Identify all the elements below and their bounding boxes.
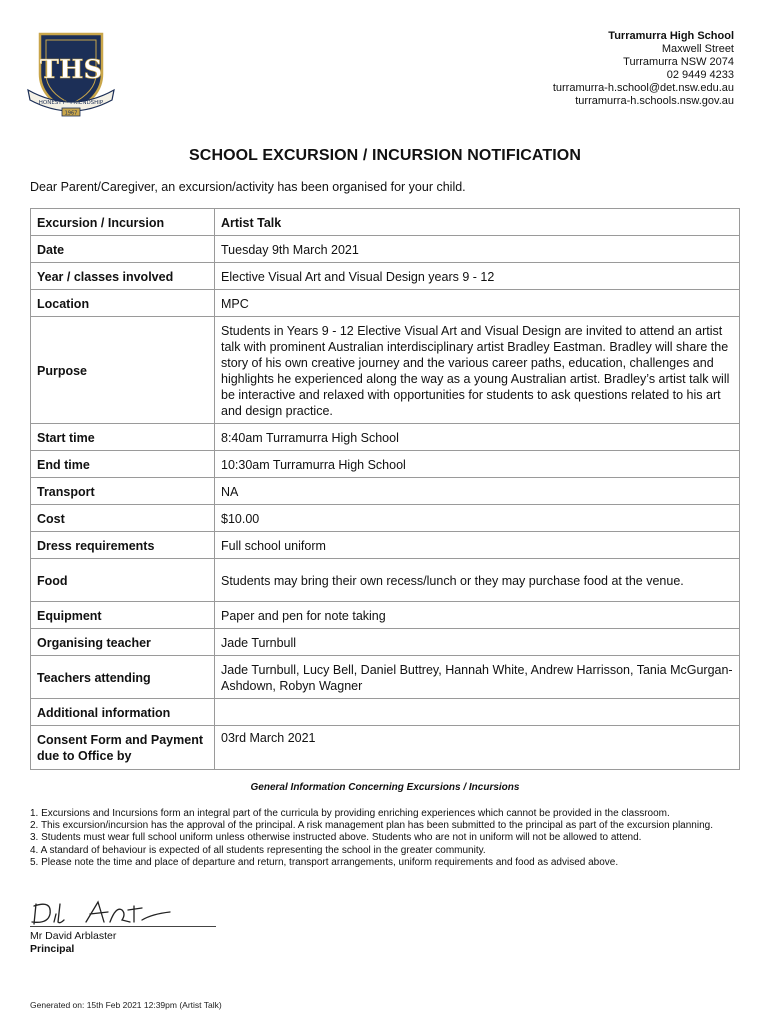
signature-line <box>30 926 216 927</box>
svg-text:1967: 1967 <box>64 110 78 117</box>
food-label: Food <box>31 559 215 602</box>
general-info-item: 1. Excursions and Incursions form an integral part of the curricula by providing enriching experiences which cannot be provided in the classroom. <box>30 808 670 819</box>
row-date <box>31 236 740 263</box>
location-value: MPC <box>215 290 740 317</box>
general-info-heading: General Information Concerning Excursions / Incursions <box>250 782 520 793</box>
purpose-label: Purpose <box>31 317 215 424</box>
additional-label: Additional information <box>31 699 215 726</box>
general-info-list <box>30 808 742 869</box>
year-label: Year / classes involved <box>31 263 215 290</box>
document-title: SCHOOL EXCURSION / INCURSION NOTIFICATION <box>189 147 581 164</box>
year-value: Elective Visual Art and Visual Design years 9 - 12 <box>215 263 740 290</box>
cost-label: Cost <box>31 505 215 532</box>
excursion-details-table <box>30 208 740 770</box>
location-label: Location <box>31 290 215 317</box>
transport-value: NA <box>215 478 740 505</box>
row-organiser <box>31 629 740 656</box>
general-info-item: 5. Please note the time and place of departure and return, transport arrangements, uniform requirements and food as advised above. <box>30 856 619 868</box>
school-name: Turramurra High School <box>608 30 734 42</box>
svg-text:THS: THS <box>39 55 103 85</box>
consent-value: 03rd March 2021 <box>215 726 740 770</box>
row-purpose <box>31 317 740 424</box>
row-cost <box>31 505 740 532</box>
date-value: Tuesday 9th March 2021 <box>215 236 740 263</box>
consent-label: Consent Form and Payment due to Office by <box>31 726 215 770</box>
organiser-label: Organising teacher <box>31 629 215 656</box>
signer-block <box>30 930 116 956</box>
general-info-item: 3. Students must wear full school uniform unless otherwise instructed above. Students who are not in uniform will not be allowed to attend. <box>30 832 642 844</box>
row-year <box>31 263 740 290</box>
teachers-label: Teachers attending <box>31 656 215 699</box>
svg-text:HONESTY · FRIENDSHIP: HONESTY · FRIENDSHIP <box>38 100 104 106</box>
row-teachers <box>31 656 740 699</box>
school-website: turramurra-h.schools.nsw.gov.au <box>575 95 734 107</box>
row-location <box>31 290 740 317</box>
school-email: turramurra-h.school@det.nsw.edu.au <box>552 82 734 94</box>
row-additional <box>31 699 740 726</box>
signer-role: Principal <box>30 943 75 955</box>
excursion-label: Excursion / Incursion <box>31 209 215 236</box>
generated-footer: Generated on: 15th Feb 2021 12:39pm (Artist Talk) <box>30 1000 222 1010</box>
school-suburb: Turramurra NSW 2074 <box>623 56 734 68</box>
purpose-value: Students in Years 9 - 12 Elective Visual Art and Visual Design are invited to attend an artist talk with prominent Australian interdisciplinary artist Bradley Eastman. Bradley will share the story of his own creative journey and the various career paths, education, challenges and highlights he experienced along the way as a young Australian artist. Bradley’s artist talk will be interactive and relaxed with opportunities for students to ask questions related to his art and design practice. <box>215 317 740 424</box>
date-label: Date <box>31 236 215 263</box>
equipment-value: Paper and pen for note taking <box>215 602 740 629</box>
school-crest-logo <box>26 28 116 118</box>
dress-label: Dress requirements <box>31 532 215 559</box>
row-excursion <box>31 209 740 236</box>
row-dress <box>31 532 740 559</box>
end-label: End time <box>31 451 215 478</box>
intro-text: Dear Parent/Caregiver, an excursion/activity has been organised for your child. <box>30 180 466 194</box>
organiser-value: Jade Turnbull <box>215 629 740 656</box>
start-label: Start time <box>31 424 215 451</box>
letterhead <box>553 30 734 108</box>
general-info-item: 4. A standard of behaviour is expected of all students representing the school in the greater community. <box>30 844 486 856</box>
excursion-value: Artist Talk <box>215 209 740 236</box>
school-phone: 02 9449 4233 <box>666 69 734 81</box>
cost-value: $10.00 <box>215 505 740 532</box>
food-value: Students may bring their own recess/lunch or they may purchase food at the venue. <box>215 559 740 602</box>
end-value: 10:30am Turramurra High School <box>215 451 740 478</box>
school-street: Maxwell Street <box>661 43 734 55</box>
row-start <box>31 424 740 451</box>
equipment-label: Equipment <box>31 602 215 629</box>
dress-value: Full school uniform <box>215 532 740 559</box>
signer-name: Mr David Arblaster <box>30 930 117 942</box>
transport-label: Transport <box>31 478 215 505</box>
row-transport <box>31 478 740 505</box>
row-equipment <box>31 602 740 629</box>
row-consent <box>31 726 740 770</box>
principal-signature <box>30 896 180 928</box>
additional-value <box>215 699 740 726</box>
teachers-value: Jade Turnbull, Lucy Bell, Daniel Buttrey, Hannah White, Andrew Harrisson, Tania McGurgan-Ashdown, Robyn Wagner <box>215 656 740 699</box>
general-info-item: 2. This excursion/incursion has the approval of the principal. A risk management plan has been submitted to the principal as part of the excursion planning. <box>30 820 713 832</box>
start-value: 8:40am Turramurra High School <box>215 424 740 451</box>
row-food <box>31 559 740 602</box>
row-end <box>31 451 740 478</box>
